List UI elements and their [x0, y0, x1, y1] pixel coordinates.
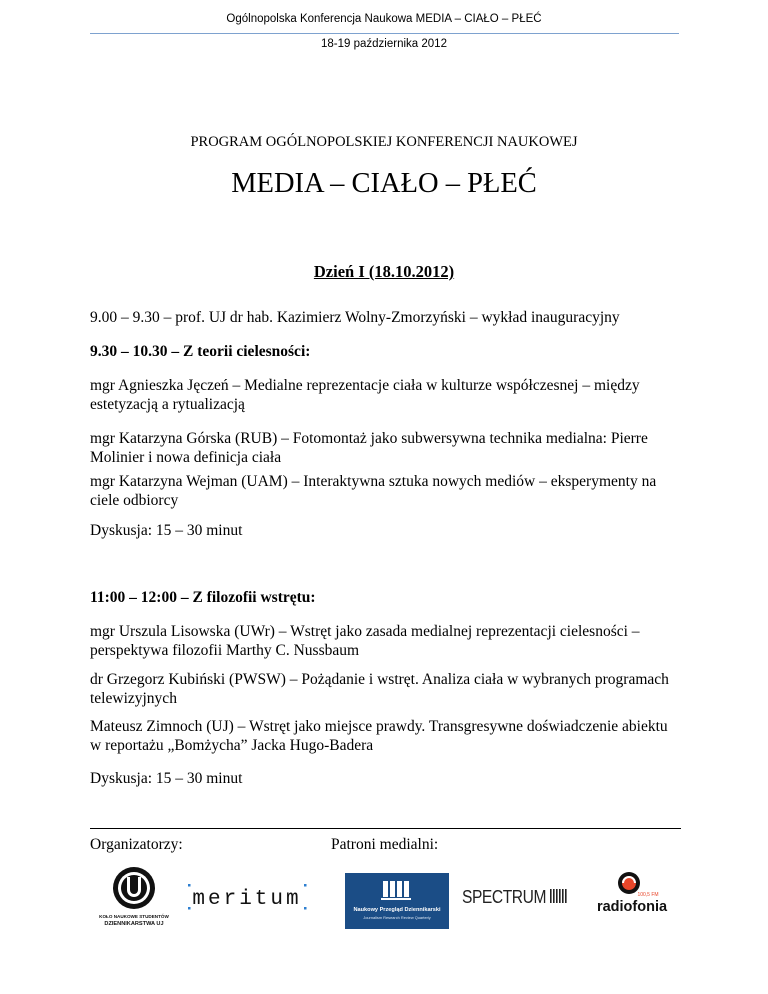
kns-logo-line1: KOŁO NAUKOWE STUDENTÓW	[99, 914, 169, 919]
session-heading-disgust: 11:00 – 12:00 – Z filozofii wstrętu:	[90, 589, 316, 606]
npd-logo-line1: Naukowy Przegląd Dziennikarski	[353, 907, 441, 913]
running-header-title: Ogólnopolska Konferencja Naukowa MEDIA – CIAŁO – PŁEĆ	[226, 13, 542, 25]
naukowy-przeglad-logo	[345, 873, 449, 929]
radiofonia-freq: 100,5 FM	[637, 892, 659, 898]
agenda-item-inauguration: 9.00 – 9.30 – prof. UJ dr hab. Kazimierz Wolny-Zmorzyński – wykład inauguracyjny	[90, 309, 620, 326]
talk-lisowska: mgr Urszula Lisowska (UWr) – Wstręt jako zasada medialnej reprezentacji cielesności – perspektywa filozofii Marthy C. Nussbaum	[90, 623, 640, 659]
organizers-label: Organizatorzy:	[90, 836, 183, 853]
talk-gorska: mgr Katarzyna Górska (RUB) – Fotomontaż jako subwersywna technika medialna: Pierre Molinier i nowa definicja ciała	[90, 430, 648, 466]
meritum-logo-text: meritum	[192, 888, 302, 911]
spectrum-logo-text: SPECTRUM	[462, 887, 546, 907]
kns-logo-line2: DZIENNIKARSTWA UJ	[104, 921, 164, 927]
radiofonia-logo	[596, 870, 668, 918]
discussion-2: Dyskusja: 15 – 30 minut	[90, 770, 243, 787]
spectrum-logo	[462, 884, 572, 908]
meritum-logo	[186, 880, 310, 914]
conference-title: MEDIA – CIAŁO – PŁEĆ	[231, 168, 537, 199]
talk-kubinski: dr Grzegorz Kubiński (PWSW) – Pożądanie i wstręt. Analiza ciała w wybranych programach telewizyjnych	[90, 671, 669, 707]
radiofonia-name: radiofonia	[596, 899, 668, 915]
talk-zimnoch: Mateusz Zimnoch (UJ) – Wstręt jako miejsce prawdy. Transgresywne doświadczenie abiektu w reportażu „Bomżycha” Jacka Hugo-Badera	[90, 718, 668, 754]
npd-logo-line2: Journalism Research Review Quarterly	[363, 915, 431, 920]
session-heading-theory: 9.30 – 10.30 – Z teorii cielesności:	[90, 343, 311, 360]
talk-jeczen: mgr Agnieszka Jęczeń – Medialne reprezentacje ciała w kulturze współczesnej – między estetyzacją a rytualizacją	[90, 377, 640, 413]
talk-wejman: mgr Katarzyna Wejman (UAM) – Interaktywna sztuka nowych mediów – eksperymenty na ciele odbiorcy	[90, 473, 657, 509]
patrons-label: Patroni medialni:	[331, 836, 439, 853]
running-header-date: 18-19 października 2012	[321, 38, 447, 50]
kns-dziennikarstwa-logo	[98, 866, 170, 928]
header-rule	[90, 33, 679, 34]
day-heading: Dzień I (18.10.2012)	[313, 262, 455, 281]
discussion-1: Dyskusja: 15 – 30 minut	[90, 522, 243, 539]
program-heading: PROGRAM OGÓLNOPOLSKIEJ KONFERENCJI NAUKOWEJ	[190, 134, 578, 150]
footer-rule	[90, 828, 681, 829]
